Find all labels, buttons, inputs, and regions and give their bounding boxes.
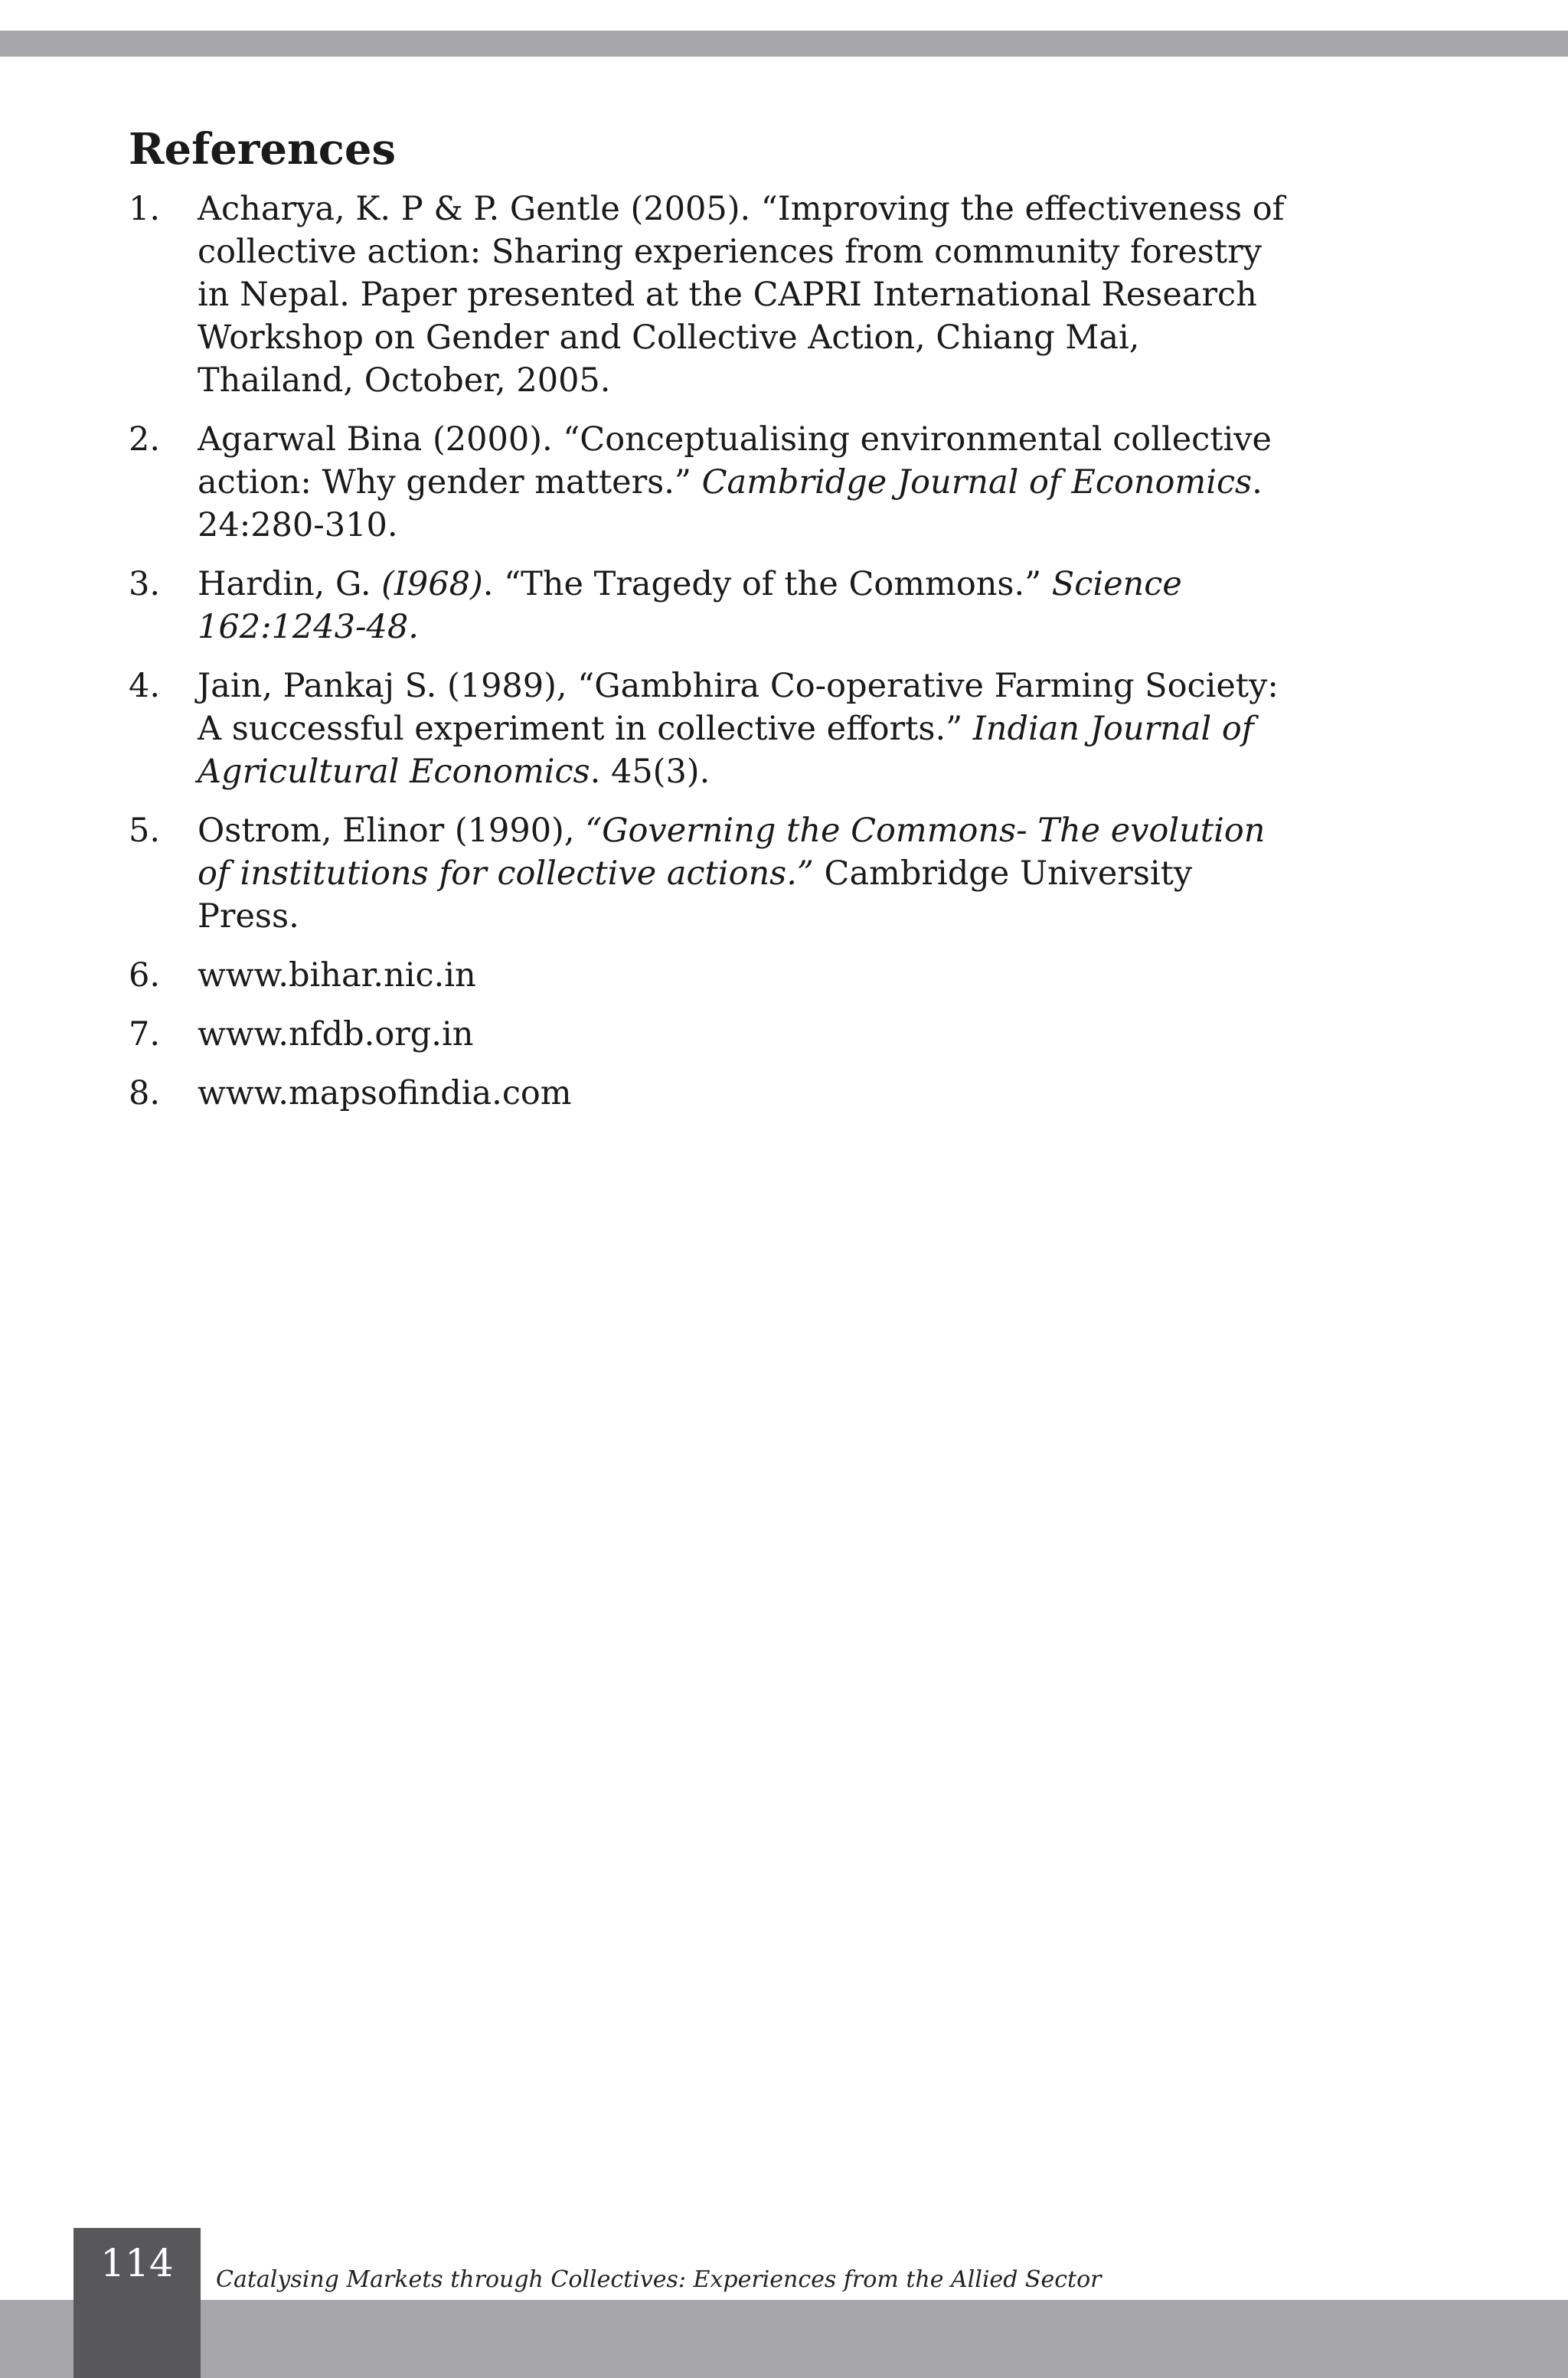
reference-segment: . 24:280-310. [198,463,1263,544]
reference-text [198,956,476,995]
reference-segment: www.nfdb.org.in [198,1015,474,1053]
page-number: 114 [100,2241,174,2285]
running-title: Catalysing Markets through Collectives: Experiences from the Allied Sector [216,2266,1102,2293]
reference-number: 2. [129,420,161,459]
reference-number: 3. [129,565,161,603]
reference-item [129,1013,1292,1056]
reference-italic-segment: (I968) [381,565,483,603]
references-list [129,188,1292,1131]
reference-segment: Agarwal Bina (2000). “Conceptualising environmental collective action: Why gender matters.” [198,420,1272,501]
reference-item [129,563,1292,648]
reference-item [129,665,1292,793]
reference-item [129,809,1292,938]
reference-text [198,565,1182,646]
references-heading: References [129,124,396,175]
reference-number: 1. [129,190,161,228]
reference-text [198,420,1272,544]
reference-text [198,1015,473,1053]
reference-number: 4. [129,667,161,705]
reference-item [129,418,1292,547]
reference-text [198,667,1279,791]
reference-italic-segment: Cambridge Journal of Economics [701,463,1253,501]
reference-number: 6. [129,956,161,995]
reference-item [129,954,1292,997]
page-number-box [74,2228,201,2378]
reference-italic-segment: Indian Journal of Agricultural Economics [198,710,1254,791]
reference-number: 5. [129,812,161,850]
reference-text [198,1074,572,1112]
reference-segment: Jain, Pankaj S. (1989), “Gambhira Co-operative Farming Society: A successful experiment in collective efforts.” [198,667,1279,748]
reference-segment: . 45(3). [590,753,710,791]
reference-segment: . “The Tragedy of the Commons.” [482,565,1052,603]
reference-item [129,188,1292,402]
reference-text [198,190,1285,400]
reference-segment: Ostrom, Elinor (1990), [198,812,586,850]
reference-item [129,1072,1292,1115]
reference-text [198,812,1266,936]
reference-italic-segment: Science 162:1243-48. [198,565,1182,646]
reference-number: 7. [129,1015,161,1053]
reference-segment: Hardin, G. [198,565,382,603]
reference-number: 8. [129,1074,161,1112]
reference-segment: Acharya, K. P & P. Gentle (2005). “Improving the effectiveness of collective action: Sharing experiences from community forestry in Nepal. Paper presented at the CAPRI International Research Workshop on Gender and Collective Action, Chiang Mai, Thailand, October, 2005. [198,190,1285,400]
reference-segment: Cambridge University Press. [198,854,1193,936]
reference-segment: www.bihar.nic.in [198,956,476,995]
reference-italic-segment: “Governing the Commons- The evolution of institutions for collective actions.” [198,812,1266,893]
top-decorative-bar [0,31,1568,57]
reference-segment: www.mapsofindia.com [198,1074,572,1112]
footer-bar [0,2300,1568,2378]
